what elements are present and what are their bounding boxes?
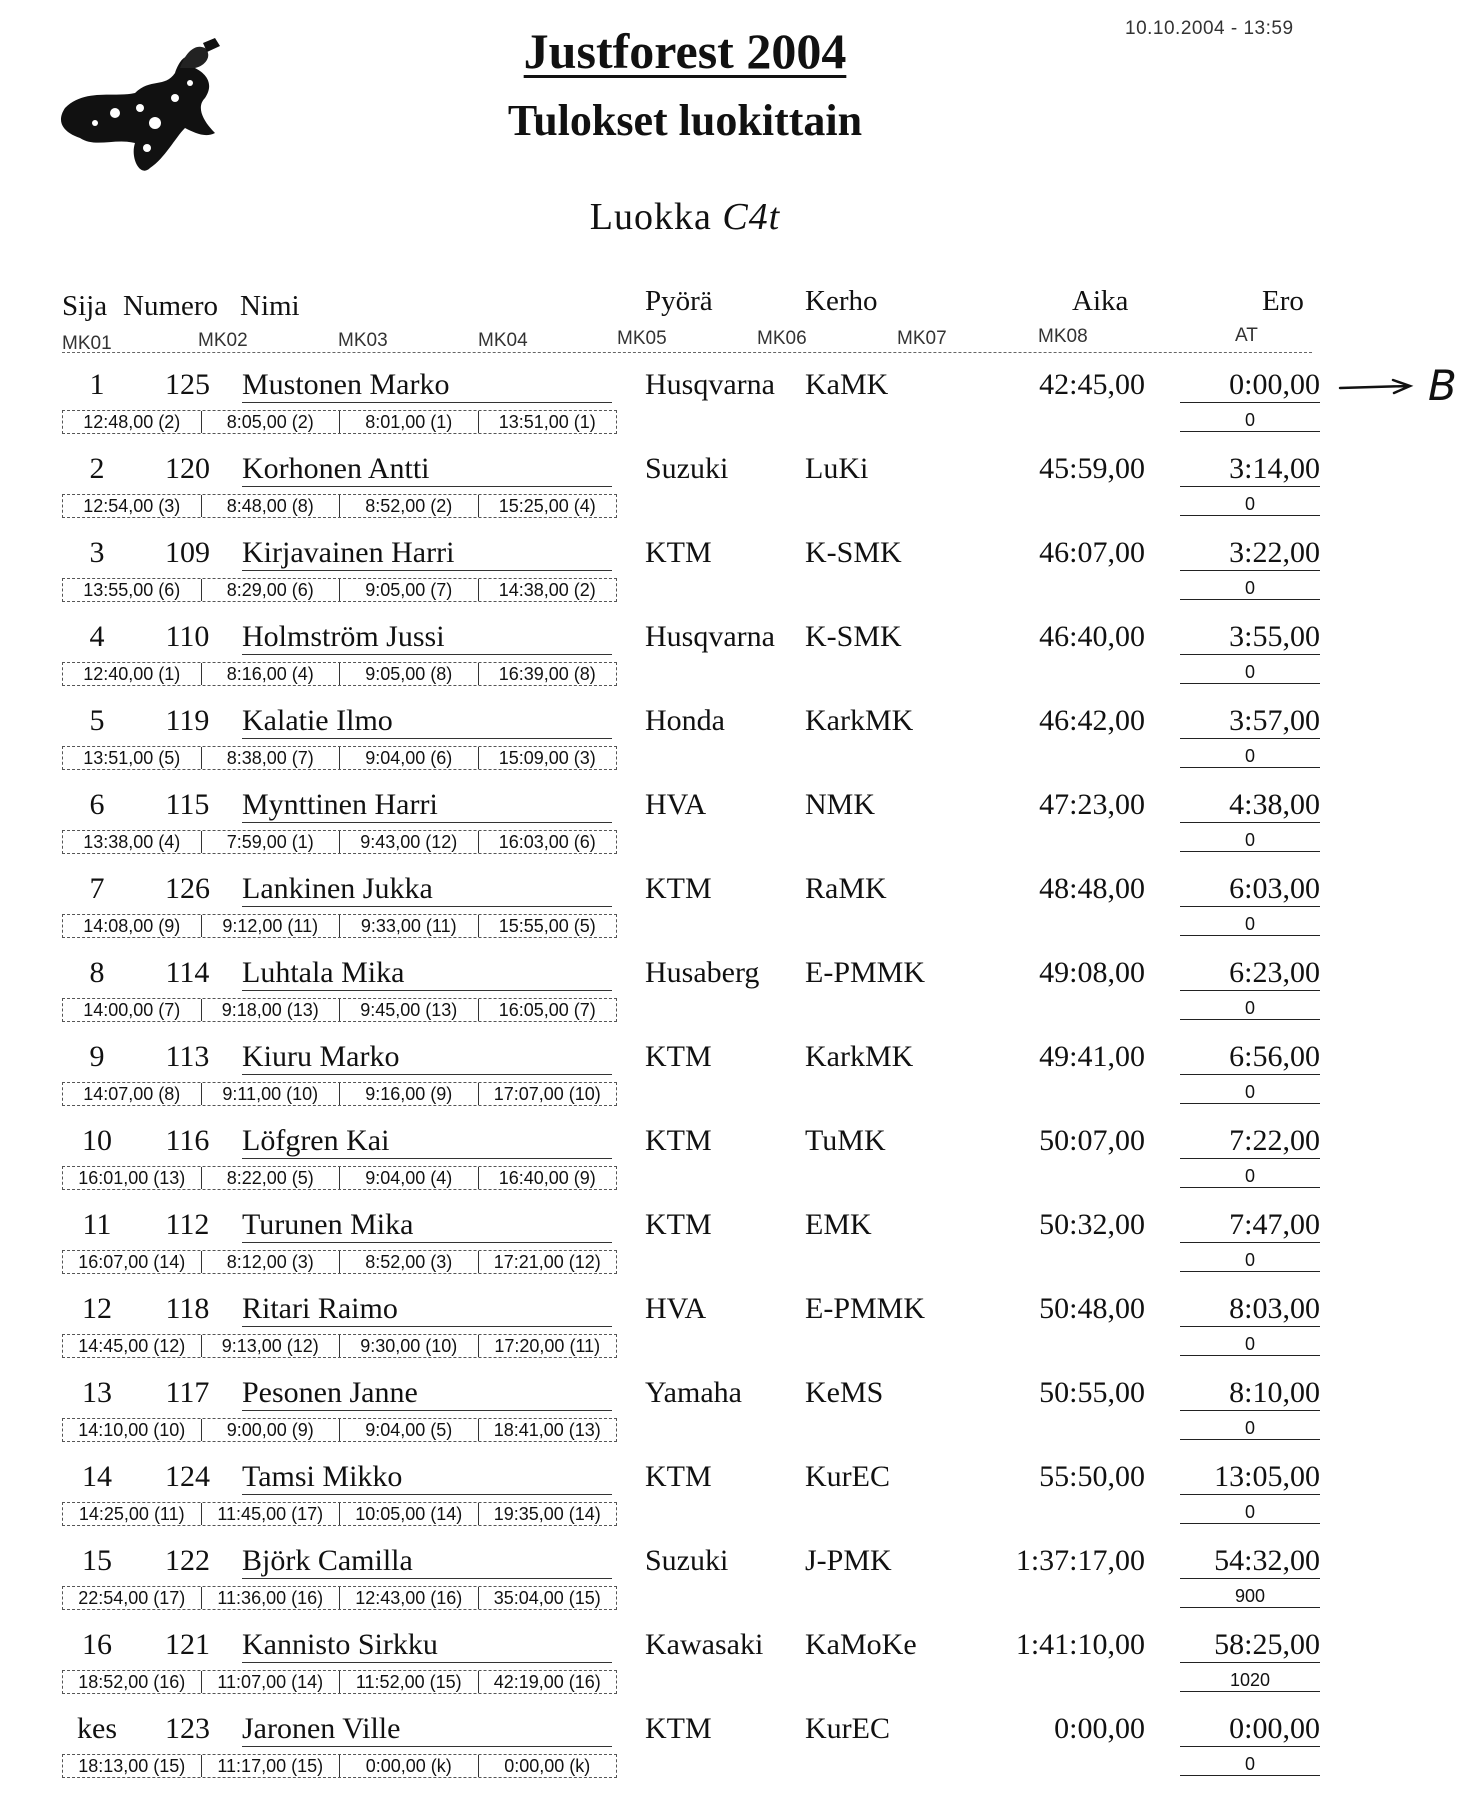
result-kerho: KarkMK xyxy=(805,704,914,737)
result-sija: 7 xyxy=(89,872,105,905)
result-at: 0 xyxy=(1180,1166,1320,1188)
result-kerho: KeMS xyxy=(805,1376,884,1409)
result-pyora: KTM xyxy=(645,536,712,569)
result-at: 0 xyxy=(1180,494,1320,516)
result-ero: 3:57,00 xyxy=(1180,704,1320,739)
result-pyora: KTM xyxy=(645,1208,712,1241)
result-entry xyxy=(0,872,1479,956)
lap-time: 9:04,00 (4) xyxy=(339,1167,478,1189)
lap-time: 13:51,00 (1) xyxy=(478,411,617,433)
lap-time: 16:03,00 (6) xyxy=(478,831,617,853)
document-title: Justforest 2004 xyxy=(523,23,847,79)
result-kerho: RaMK xyxy=(805,872,887,905)
result-nimi: Kalatie Ilmo xyxy=(242,704,612,739)
lap-time: 14:07,00 (8) xyxy=(83,1084,181,1104)
result-pyora: KTM xyxy=(645,872,712,905)
result-entry xyxy=(0,1628,1479,1712)
result-numero: 124 xyxy=(165,1460,210,1493)
result-kerho: KurEC xyxy=(805,1712,890,1745)
result-sija: 1 xyxy=(89,368,105,401)
lap-time: 18:13,00 (15) xyxy=(78,1756,186,1776)
result-aika: 47:23,00 xyxy=(1039,788,1145,821)
result-numero: 114 xyxy=(165,956,210,989)
lap-time: 8:48,00 (8) xyxy=(201,495,340,517)
lap-time: 11:07,00 (14) xyxy=(201,1671,340,1693)
header-kerho: Kerho xyxy=(805,285,878,317)
result-aika: 55:50,00 xyxy=(1039,1460,1145,1493)
result-pyora: HVA xyxy=(645,1292,707,1325)
result-kerho: E-PMMK xyxy=(805,956,926,989)
result-sija: 13 xyxy=(82,1376,112,1409)
result-numero: 118 xyxy=(165,1292,210,1325)
result-nimi: Ritari Raimo xyxy=(242,1292,612,1327)
result-ero: 8:03,00 xyxy=(1180,1292,1320,1327)
result-kerho: NMK xyxy=(805,788,876,821)
lap-time: 9:45,00 (13) xyxy=(339,999,478,1021)
lap-times xyxy=(62,662,617,686)
result-aika: 46:42,00 xyxy=(1039,704,1145,737)
result-pyora: HVA xyxy=(645,788,707,821)
lap-time: 8:52,00 (3) xyxy=(339,1251,478,1273)
lap-times xyxy=(62,1082,617,1106)
result-sija: 4 xyxy=(89,620,105,653)
result-kerho: E-PMMK xyxy=(805,1292,926,1325)
lap-time: 13:55,00 (6) xyxy=(83,580,181,600)
lap-time: 8:16,00 (4) xyxy=(201,663,340,685)
result-kerho: KaMoKe xyxy=(805,1628,917,1661)
lap-time: 18:52,00 (16) xyxy=(78,1672,186,1692)
result-aika: 42:45,00 xyxy=(1039,368,1145,401)
lap-time: 9:04,00 (5) xyxy=(339,1419,478,1441)
header-mk07: MK07 xyxy=(897,328,947,349)
result-at: 0 xyxy=(1180,830,1320,852)
lap-times xyxy=(62,1502,617,1526)
result-numero: 126 xyxy=(165,872,210,905)
result-entry xyxy=(0,1292,1479,1376)
result-ero: 7:22,00 xyxy=(1180,1124,1320,1159)
result-ero: 3:14,00 xyxy=(1180,452,1320,487)
result-entry xyxy=(0,788,1479,872)
lap-time: 14:10,00 (10) xyxy=(78,1420,186,1440)
document-subtitle: Tulokset luokittain xyxy=(507,96,863,145)
result-sija: 10 xyxy=(82,1124,112,1157)
lap-times xyxy=(62,1166,617,1190)
header-mk03: MK03 xyxy=(338,330,388,351)
handwritten-letter: B xyxy=(1428,361,1457,410)
lap-time: 14:00,00 (7) xyxy=(83,1000,181,1020)
lap-time: 9:33,00 (11) xyxy=(339,915,478,937)
result-ero: 0:00,00 xyxy=(1180,1712,1320,1747)
result-aika: 49:41,00 xyxy=(1039,1040,1145,1073)
result-sija: 11 xyxy=(82,1208,112,1241)
result-entry xyxy=(0,704,1479,788)
result-nimi: Turunen Mika xyxy=(242,1208,612,1243)
class-name: C4t xyxy=(722,196,781,238)
result-aika: 46:40,00 xyxy=(1039,620,1145,653)
result-pyora: KTM xyxy=(645,1124,712,1157)
header-mk01: MK01 xyxy=(62,333,112,354)
result-kerho: EMK xyxy=(805,1208,872,1241)
result-nimi: Korhonen Antti xyxy=(242,452,612,487)
result-ero: 4:38,00 xyxy=(1180,788,1320,823)
lap-time: 9:00,00 (9) xyxy=(201,1419,340,1441)
header-numero: Numero xyxy=(123,290,219,322)
result-sija: 8 xyxy=(89,956,105,989)
result-nimi: Tamsi Mikko xyxy=(242,1460,612,1495)
result-nimi: Kiuru Marko xyxy=(242,1040,612,1075)
lap-time: 9:16,00 (9) xyxy=(339,1083,478,1105)
result-entry xyxy=(0,1124,1479,1208)
lap-time: 11:45,00 (17) xyxy=(201,1503,340,1525)
lap-time: 10:05,00 (14) xyxy=(339,1503,478,1525)
result-kerho: J-PMK xyxy=(805,1544,892,1577)
result-numero: 122 xyxy=(165,1544,210,1577)
result-aika: 50:48,00 xyxy=(1039,1292,1145,1325)
result-at: 0 xyxy=(1180,578,1320,600)
lap-time: 12:43,00 (16) xyxy=(339,1587,478,1609)
result-sija: 16 xyxy=(82,1628,112,1661)
lap-time: 12:54,00 (3) xyxy=(83,496,181,516)
result-at: 1020 xyxy=(1180,1670,1320,1692)
lap-time: 8:12,00 (3) xyxy=(201,1251,340,1273)
lap-time: 15:55,00 (5) xyxy=(478,915,617,937)
result-at: 0 xyxy=(1180,1334,1320,1356)
result-kerho: K-SMK xyxy=(805,536,902,569)
result-numero: 113 xyxy=(165,1040,210,1073)
result-ero: 54:32,00 xyxy=(1180,1544,1320,1579)
lap-time: 12:40,00 (1) xyxy=(83,664,181,684)
result-numero: 121 xyxy=(165,1628,210,1661)
lap-time: 8:38,00 (7) xyxy=(201,747,340,769)
lap-time: 12:48,00 (2) xyxy=(83,412,181,432)
lap-time: 16:40,00 (9) xyxy=(478,1167,617,1189)
lap-time: 35:04,00 (15) xyxy=(478,1587,617,1609)
result-aika: 1:41:10,00 xyxy=(1015,1628,1145,1661)
result-aika: 0:00,00 xyxy=(1054,1712,1145,1745)
result-entry xyxy=(0,452,1479,536)
result-numero: 117 xyxy=(165,1376,210,1409)
lap-time: 16:07,00 (14) xyxy=(78,1252,186,1272)
result-entry xyxy=(0,1712,1479,1796)
result-aika: 49:08,00 xyxy=(1039,956,1145,989)
result-nimi: Löfgren Kai xyxy=(242,1124,612,1159)
header-mk08: MK08 xyxy=(1038,326,1088,347)
result-ero: 58:25,00 xyxy=(1180,1628,1320,1663)
result-at: 0 xyxy=(1180,1502,1320,1524)
result-nimi: Holmström Jussi xyxy=(242,620,612,655)
header-sija: Sija xyxy=(62,290,108,322)
result-at: 0 xyxy=(1180,410,1320,432)
result-entry xyxy=(0,956,1479,1040)
lap-time: 9:18,00 (13) xyxy=(201,999,340,1021)
lap-time: 9:05,00 (8) xyxy=(339,663,478,685)
lap-time: 8:52,00 (2) xyxy=(339,495,478,517)
result-ero: 6:03,00 xyxy=(1180,872,1320,907)
result-ero: 3:22,00 xyxy=(1180,536,1320,571)
result-pyora: Suzuki xyxy=(645,1544,729,1577)
lap-times xyxy=(62,410,617,434)
result-pyora: Honda xyxy=(645,704,725,737)
lap-time: 11:36,00 (16) xyxy=(201,1587,340,1609)
result-kerho: KurEC xyxy=(805,1460,890,1493)
lap-time: 14:25,00 (11) xyxy=(78,1504,185,1524)
result-numero: 125 xyxy=(165,368,210,401)
result-nimi: Kannisto Sirkku xyxy=(242,1628,612,1663)
result-sija: 3 xyxy=(89,536,105,569)
result-nimi: Pesonen Janne xyxy=(242,1376,612,1411)
lap-times xyxy=(62,1586,617,1610)
result-ero: 6:23,00 xyxy=(1180,956,1320,991)
result-kerho: KarkMK xyxy=(805,1040,914,1073)
result-nimi: Mustonen Marko xyxy=(242,368,612,403)
lap-time: 8:22,00 (5) xyxy=(201,1167,340,1189)
lap-times xyxy=(62,578,617,602)
result-entry xyxy=(0,1208,1479,1292)
printed-datetime: 10.10.2004 - 13:59 xyxy=(1125,18,1294,39)
lap-time: 13:38,00 (4) xyxy=(83,832,181,852)
result-sija: 14 xyxy=(82,1460,112,1493)
result-aika: 50:55,00 xyxy=(1039,1376,1145,1409)
result-pyora: Suzuki xyxy=(645,452,729,485)
result-at: 0 xyxy=(1180,998,1320,1020)
lap-time: 14:45,00 (12) xyxy=(78,1336,186,1356)
result-nimi: Lankinen Jukka xyxy=(242,872,612,907)
lap-time: 22:54,00 (17) xyxy=(78,1588,186,1608)
result-aika: 46:07,00 xyxy=(1039,536,1145,569)
result-kerho: K-SMK xyxy=(805,620,902,653)
lap-time: 17:21,00 (12) xyxy=(478,1251,617,1273)
lap-time: 9:12,00 (11) xyxy=(201,915,340,937)
lap-time: 14:08,00 (9) xyxy=(83,916,181,936)
result-aika: 48:48,00 xyxy=(1039,872,1145,905)
result-aika: 50:32,00 xyxy=(1039,1208,1145,1241)
result-at: 0 xyxy=(1180,1418,1320,1440)
result-kerho: TuMK xyxy=(805,1124,886,1157)
lap-time: 8:01,00 (1) xyxy=(339,411,478,433)
result-sija: 9 xyxy=(89,1040,105,1073)
lap-time: 9:30,00 (10) xyxy=(339,1335,478,1357)
header-pyora: Pyörä xyxy=(645,285,713,317)
lap-times xyxy=(62,830,617,854)
result-entry xyxy=(0,1460,1479,1544)
result-pyora: Kawasaki xyxy=(645,1628,764,1661)
result-ero: 13:05,00 xyxy=(1180,1460,1320,1495)
result-aika: 50:07,00 xyxy=(1039,1124,1145,1157)
result-numero: 120 xyxy=(165,452,210,485)
lap-times xyxy=(62,998,617,1022)
lap-times xyxy=(62,1754,617,1778)
result-sija: 12 xyxy=(82,1292,112,1325)
result-nimi: Kirjavainen Harri xyxy=(242,536,612,571)
result-aika: 45:59,00 xyxy=(1039,452,1145,485)
result-entry xyxy=(0,536,1479,620)
lap-time: 9:11,00 (10) xyxy=(201,1083,340,1105)
lap-times xyxy=(62,1670,617,1694)
result-nimi: Luhtala Mika xyxy=(242,956,612,991)
header-mk06: MK06 xyxy=(757,328,807,349)
result-numero: 115 xyxy=(165,788,210,821)
lap-time: 9:04,00 (6) xyxy=(339,747,478,769)
result-sija: kes xyxy=(77,1712,117,1745)
class-heading: Luokka C4t xyxy=(589,196,781,238)
result-at: 0 xyxy=(1180,1250,1320,1272)
result-numero: 112 xyxy=(165,1208,210,1241)
result-entry xyxy=(0,620,1479,704)
result-numero: 123 xyxy=(165,1712,210,1745)
lap-time: 14:38,00 (2) xyxy=(478,579,617,601)
lap-time: 9:43,00 (12) xyxy=(339,831,478,853)
result-ero: 8:10,00 xyxy=(1180,1376,1320,1411)
lap-time: 16:05,00 (7) xyxy=(478,999,617,1021)
result-aika: 1:37:17,00 xyxy=(1015,1544,1145,1577)
lap-time: 11:17,00 (15) xyxy=(201,1755,340,1777)
lap-time: 0:00,00 (k) xyxy=(478,1755,617,1777)
lap-times xyxy=(62,746,617,770)
result-at: 0 xyxy=(1180,914,1320,936)
result-entry xyxy=(0,1544,1479,1628)
result-numero: 109 xyxy=(165,536,210,569)
result-kerho: LuKi xyxy=(805,452,869,485)
result-at: 900 xyxy=(1180,1586,1320,1608)
result-pyora: Yamaha xyxy=(645,1376,742,1409)
result-pyora: KTM xyxy=(645,1460,712,1493)
result-ero: 0:00,00 xyxy=(1180,368,1320,403)
lap-time: 8:05,00 (2) xyxy=(201,411,340,433)
header-mk04: MK04 xyxy=(478,330,528,351)
result-pyora: KTM xyxy=(645,1712,712,1745)
result-kerho: KaMK xyxy=(805,368,889,401)
lap-time: 18:41,00 (13) xyxy=(478,1419,617,1441)
result-nimi: Mynttinen Harri xyxy=(242,788,612,823)
result-at: 0 xyxy=(1180,662,1320,684)
header-mk02: MK02 xyxy=(198,330,248,351)
result-entry xyxy=(0,368,1479,452)
lap-time: 17:07,00 (10) xyxy=(478,1083,617,1105)
result-nimi: Björk Camilla xyxy=(242,1544,612,1579)
result-sija: 2 xyxy=(89,452,105,485)
result-pyora: KTM xyxy=(645,1040,712,1073)
lap-time: 15:25,00 (4) xyxy=(478,495,617,517)
result-numero: 116 xyxy=(165,1124,210,1157)
lap-time: 11:52,00 (15) xyxy=(339,1671,478,1693)
lap-time: 8:29,00 (6) xyxy=(201,579,340,601)
lap-time: 0:00,00 (k) xyxy=(339,1755,478,1777)
result-numero: 110 xyxy=(165,620,210,653)
header-aika: Aika xyxy=(1072,285,1129,317)
header-nimi: Nimi xyxy=(240,290,300,322)
result-at: 0 xyxy=(1180,746,1320,768)
header-ero: Ero xyxy=(1262,285,1304,317)
result-sija: 15 xyxy=(82,1544,112,1577)
result-ero: 7:47,00 xyxy=(1180,1208,1320,1243)
lap-time: 16:39,00 (8) xyxy=(478,663,617,685)
result-numero: 119 xyxy=(165,704,210,737)
result-pyora: Husqvarna xyxy=(645,368,775,401)
lap-time: 16:01,00 (13) xyxy=(78,1168,186,1188)
result-nimi: Jaronen Ville xyxy=(242,1712,612,1747)
lap-time: 17:20,00 (11) xyxy=(478,1335,617,1357)
lap-times xyxy=(62,1334,617,1358)
result-sija: 6 xyxy=(89,788,105,821)
result-pyora: Husqvarna xyxy=(645,620,775,653)
result-ero: 6:56,00 xyxy=(1180,1040,1320,1075)
result-pyora: Husaberg xyxy=(645,956,760,989)
handwritten-arrow-annotation xyxy=(1338,360,1473,410)
result-entry xyxy=(0,1040,1479,1124)
lap-time: 7:59,00 (1) xyxy=(201,831,340,853)
header-divider xyxy=(62,352,1312,353)
lap-time: 42:19,00 (16) xyxy=(478,1671,617,1693)
header-at: AT xyxy=(1235,325,1258,346)
result-at: 0 xyxy=(1180,1082,1320,1104)
lap-times xyxy=(62,914,617,938)
lap-time: 13:51,00 (5) xyxy=(83,748,181,768)
lap-time: 9:05,00 (7) xyxy=(339,579,478,601)
result-at: 0 xyxy=(1180,1754,1320,1776)
lap-time: 19:35,00 (14) xyxy=(478,1503,617,1525)
lap-time: 15:09,00 (3) xyxy=(478,747,617,769)
lap-times xyxy=(62,494,617,518)
lap-time: 9:13,00 (12) xyxy=(201,1335,340,1357)
header-mk05: MK05 xyxy=(617,328,667,349)
result-ero: 3:55,00 xyxy=(1180,620,1320,655)
lap-times xyxy=(62,1418,617,1442)
lap-times xyxy=(62,1250,617,1274)
result-entry xyxy=(0,1376,1479,1460)
result-sija: 5 xyxy=(89,704,105,737)
